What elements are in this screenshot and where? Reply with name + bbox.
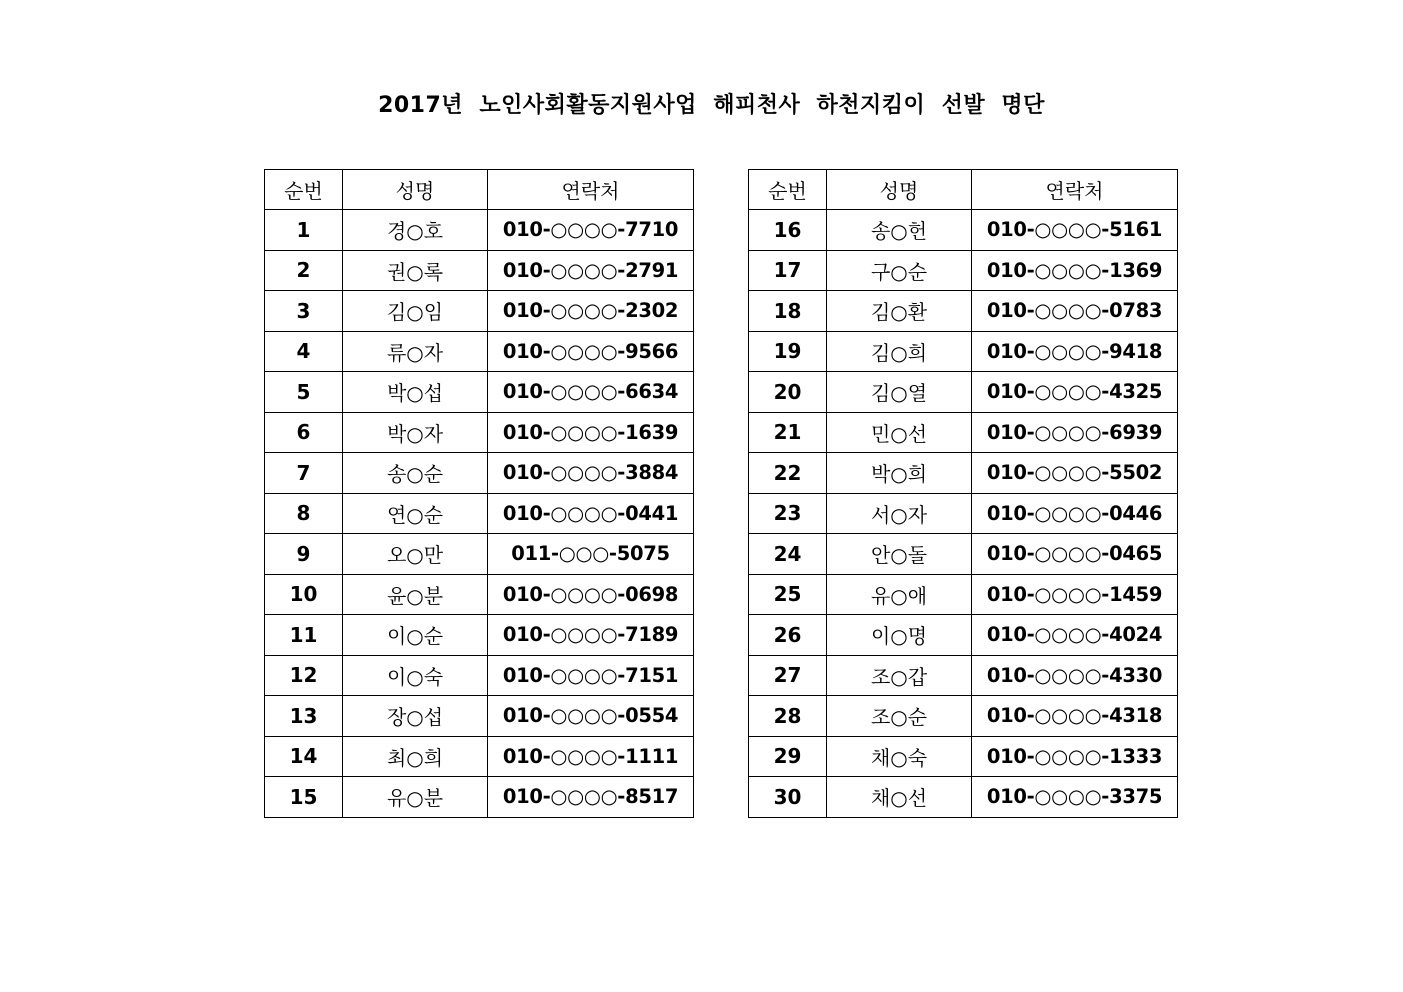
person-name: 이○순 [343,615,488,656]
table-row [749,615,1178,656]
person-name: 민○선 [827,412,972,453]
table-row [265,210,694,251]
row-number: 2 [265,250,343,291]
table-row [265,250,694,291]
person-name: 박○자 [343,412,488,453]
row-number: 8 [265,493,343,534]
header-number: 순번 [265,170,343,210]
row-number: 4 [265,331,343,372]
roster-table-left [264,169,694,818]
person-name: 류○자 [343,331,488,372]
person-name: 박○섭 [343,372,488,413]
person-name: 최○희 [343,736,488,777]
row-number: 19 [749,331,827,372]
phone-number: 010-○○○○-7189 [488,615,694,656]
row-number: 27 [749,655,827,696]
table-row [749,291,1178,332]
person-name: 송○헌 [827,210,972,251]
row-number: 20 [749,372,827,413]
phone-number: 010-○○○○-9418 [972,331,1178,372]
row-number: 14 [265,736,343,777]
person-name: 김○환 [827,291,972,332]
row-number: 12 [265,655,343,696]
row-number: 29 [749,736,827,777]
row-number: 9 [265,534,343,575]
table-row [265,453,694,494]
phone-number: 010-○○○○-4330 [972,655,1178,696]
table-row [749,453,1178,494]
table-row [749,534,1178,575]
person-name: 이○명 [827,615,972,656]
phone-number: 010-○○○○-7151 [488,655,694,696]
table-row [265,493,694,534]
person-name: 채○숙 [827,736,972,777]
phone-number: 010-○○○○-5161 [972,210,1178,251]
phone-number: 010-○○○○-0554 [488,696,694,737]
table-row [265,331,694,372]
person-name: 연○순 [343,493,488,534]
person-name: 채○선 [827,777,972,818]
person-name: 오○만 [343,534,488,575]
person-name: 조○갑 [827,655,972,696]
row-number: 28 [749,696,827,737]
phone-number: 010-○○○○-9566 [488,331,694,372]
person-name: 김○희 [827,331,972,372]
page-title: 2017년 노인사회활동지원사업 해피천사 하천지킴이 선발 명단 [378,93,1045,118]
row-number: 17 [749,250,827,291]
row-number: 5 [265,372,343,413]
header-contact: 연락처 [972,170,1178,210]
person-name: 김○임 [343,291,488,332]
row-number: 25 [749,574,827,615]
row-number: 15 [265,777,343,818]
phone-number: 010-○○○○-4325 [972,372,1178,413]
person-name: 이○숙 [343,655,488,696]
table-row [749,574,1178,615]
header-name: 성명 [343,170,488,210]
phone-number: 010-○○○○-0441 [488,493,694,534]
table-header-row [265,170,694,210]
phone-number: 010-○○○○-1639 [488,412,694,453]
header-contact: 연락처 [488,170,694,210]
table-row [749,493,1178,534]
table-row [749,250,1178,291]
person-name: 안○돌 [827,534,972,575]
row-number: 18 [749,291,827,332]
phone-number: 010-○○○○-4318 [972,696,1178,737]
table-row [265,696,694,737]
table-row [265,655,694,696]
phone-number: 010-○○○○-1459 [972,574,1178,615]
table-row [265,574,694,615]
person-name: 구○순 [827,250,972,291]
phone-number: 010-○○○○-6634 [488,372,694,413]
table-row [749,736,1178,777]
row-number: 22 [749,453,827,494]
row-number: 24 [749,534,827,575]
row-number: 7 [265,453,343,494]
person-name: 박○희 [827,453,972,494]
table-row [749,331,1178,372]
table-row [749,210,1178,251]
person-name: 경○호 [343,210,488,251]
phone-number: 010-○○○○-0783 [972,291,1178,332]
row-number: 21 [749,412,827,453]
row-number: 13 [265,696,343,737]
row-number: 3 [265,291,343,332]
person-name: 장○섭 [343,696,488,737]
phone-number: 010-○○○○-4024 [972,615,1178,656]
header-name: 성명 [827,170,972,210]
table-row [749,777,1178,818]
person-name: 서○자 [827,493,972,534]
row-number: 1 [265,210,343,251]
row-number: 10 [265,574,343,615]
table-row [265,372,694,413]
row-number: 6 [265,412,343,453]
phone-number: 010-○○○○-6939 [972,412,1178,453]
phone-number: 011-○○○-5075 [488,534,694,575]
table-row [265,291,694,332]
person-name: 윤○분 [343,574,488,615]
phone-number: 010-○○○○-8517 [488,777,694,818]
person-name: 권○록 [343,250,488,291]
phone-number: 010-○○○○-1111 [488,736,694,777]
phone-number: 010-○○○○-5502 [972,453,1178,494]
table-row [749,655,1178,696]
row-number: 23 [749,493,827,534]
table-row [749,412,1178,453]
table-row [265,615,694,656]
phone-number: 010-○○○○-1333 [972,736,1178,777]
person-name: 유○애 [827,574,972,615]
row-number: 26 [749,615,827,656]
phone-number: 010-○○○○-2302 [488,291,694,332]
phone-number: 010-○○○○-0446 [972,493,1178,534]
phone-number: 010-○○○○-3884 [488,453,694,494]
phone-number: 010-○○○○-0698 [488,574,694,615]
person-name: 김○열 [827,372,972,413]
roster-table-right [748,169,1178,818]
table-row [265,777,694,818]
person-name: 유○분 [343,777,488,818]
row-number: 11 [265,615,343,656]
table-row [265,736,694,777]
person-name: 조○순 [827,696,972,737]
row-number: 16 [749,210,827,251]
phone-number: 010-○○○○-7710 [488,210,694,251]
row-number: 30 [749,777,827,818]
phone-number: 010-○○○○-2791 [488,250,694,291]
phone-number: 010-○○○○-3375 [972,777,1178,818]
table-row [749,696,1178,737]
table-header-row [749,170,1178,210]
phone-number: 010-○○○○-1369 [972,250,1178,291]
header-number: 순번 [749,170,827,210]
table-row [749,372,1178,413]
phone-number: 010-○○○○-0465 [972,534,1178,575]
table-row [265,412,694,453]
person-name: 송○순 [343,453,488,494]
table-row [265,534,694,575]
